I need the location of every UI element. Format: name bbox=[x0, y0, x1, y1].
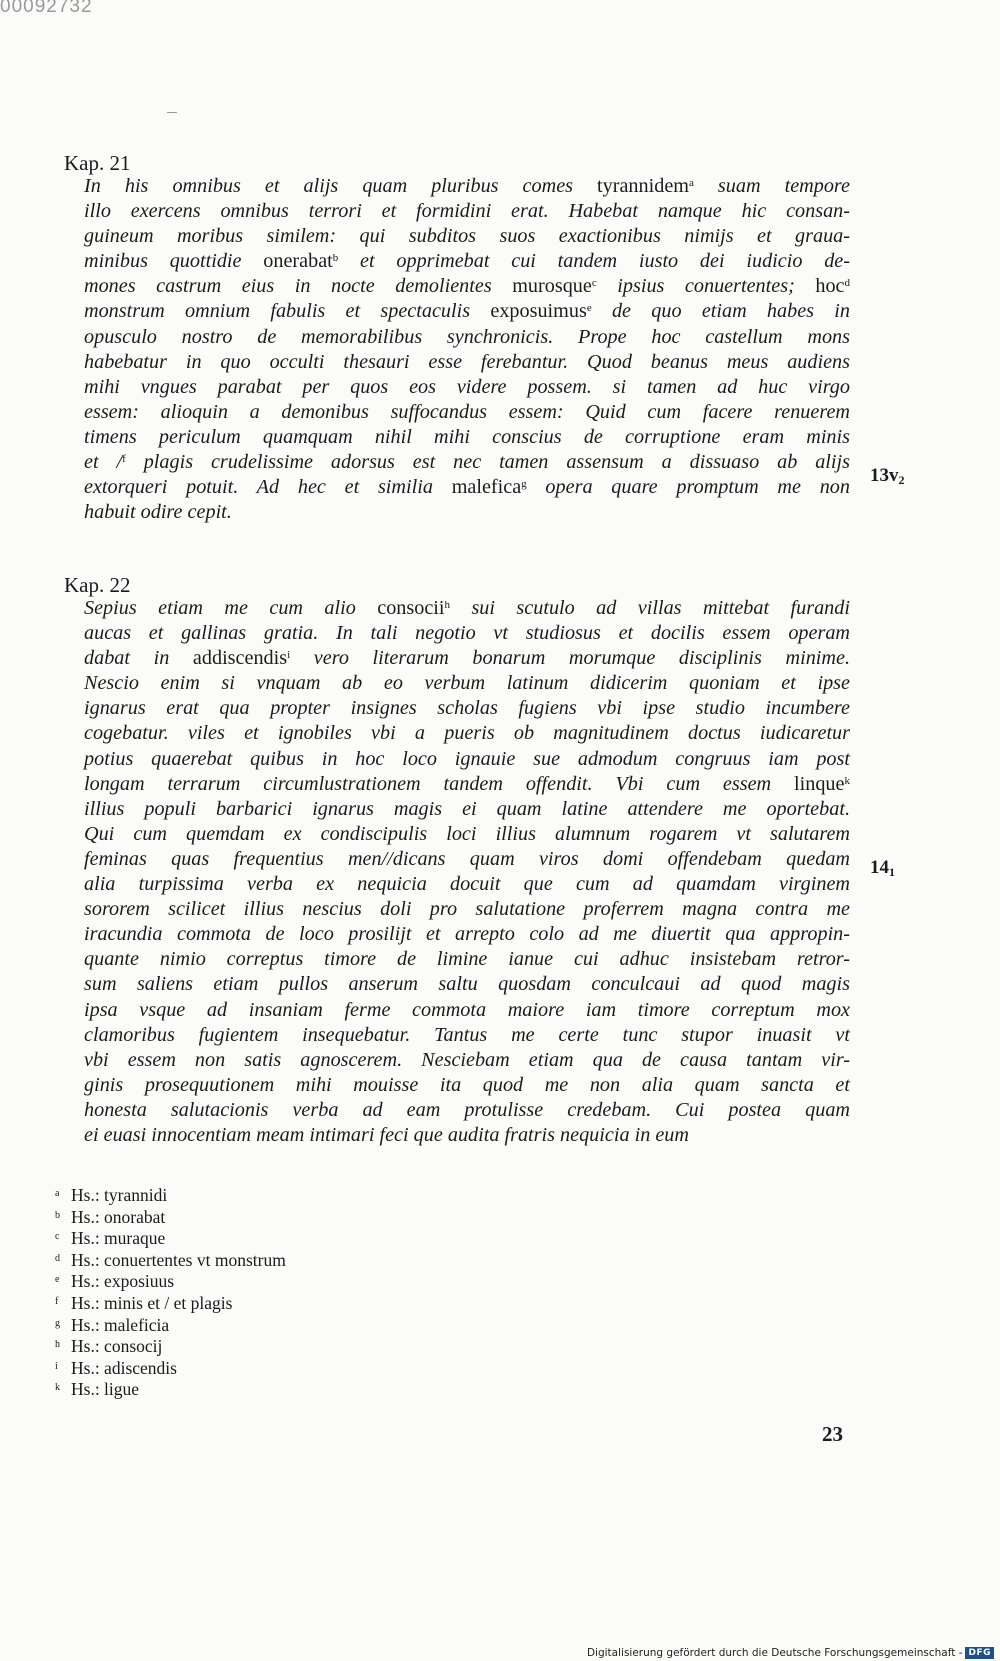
footnote-text: Hs.: minis et / et plagis bbox=[71, 1292, 233, 1313]
text-line bbox=[84, 199, 850, 224]
italic-text: mihi vngues parabat per quos eos videre possem. si tamen ad huc virgo bbox=[84, 375, 850, 398]
footnote-marker: g bbox=[521, 478, 527, 491]
footnote-item bbox=[55, 1335, 286, 1357]
footnote-mark: f bbox=[55, 1295, 59, 1307]
italic-text: sororem scilicet illius nescius doli pro salutatione proferrem magna contra me bbox=[84, 898, 850, 921]
italic-text: alia turpissima verba ex nequicia docuit que cum ad quamdam virginem bbox=[84, 873, 850, 896]
italic-text: essem: alioquin a demonibus suffocandus essem: Quid cum facere renuerem bbox=[84, 400, 850, 423]
text-line bbox=[84, 998, 850, 1023]
text-line bbox=[84, 299, 850, 324]
italic-text: cogebatur. viles et ignobiles vbi a pueris ob magnitudinem doctus iudicaretur bbox=[84, 722, 850, 745]
text-line bbox=[84, 450, 850, 475]
italic-text: iracundia commota de loco prosilijt et arrepto colo ad me diuertit qua appropin- bbox=[84, 923, 850, 946]
italic-text: vbi essem non satis agnoscerem. Nesciebam etiam qua de causa tantam vir- bbox=[84, 1048, 850, 1071]
footnote-item bbox=[55, 1270, 286, 1292]
footnote-text: Hs.: maleficia bbox=[71, 1314, 170, 1335]
text-line bbox=[84, 721, 850, 746]
footnote-text: Hs.: muraque bbox=[71, 1228, 166, 1249]
footnote-text: Hs.: tyrannidi bbox=[71, 1185, 168, 1205]
footnote-mark: g bbox=[55, 1317, 60, 1329]
footnote-text: Hs.: onorabat bbox=[71, 1206, 166, 1227]
footnote-marker: b bbox=[332, 252, 339, 265]
footnote-marker: a bbox=[689, 177, 694, 189]
italic-text: ginis prosequutionem mihi mouisse ita quod me non alia quam sancta et bbox=[84, 1073, 850, 1096]
italic-text: monstrum omnium fabulis et spectaculis bbox=[84, 300, 491, 323]
text-line bbox=[84, 747, 850, 772]
text-line bbox=[84, 596, 850, 621]
italic-text: extorqueri potuit. Ad hec et similia bbox=[84, 476, 452, 499]
italic-text: sum saliens etiam pullos anserum saltu quosdam conculcaui ad quod magis bbox=[84, 973, 850, 996]
footnote-marker: e bbox=[586, 302, 592, 315]
footnote-marker: k bbox=[844, 774, 850, 787]
italic-text: ipsius conuertentes; bbox=[596, 275, 816, 298]
text-line bbox=[84, 325, 850, 350]
text-line bbox=[84, 822, 850, 847]
text-line bbox=[84, 972, 850, 997]
footnote-mark: k bbox=[55, 1382, 60, 1394]
text-line bbox=[84, 947, 850, 972]
italic-text: ei euasi innocentiam meam intimari feci que audita fratris nequicia in eum bbox=[84, 1123, 689, 1146]
text-line bbox=[84, 174, 850, 199]
italic-text: illo exercens omnibus terrori et formidini erat. Habebat namque hic consan- bbox=[84, 200, 850, 223]
roman-text: malefica bbox=[451, 476, 522, 499]
page-id-stamp: 00092732 bbox=[0, 0, 93, 17]
page-number: 23 bbox=[822, 1422, 843, 1446]
text-line bbox=[84, 646, 850, 671]
italic-text: habuit odire cepit. bbox=[84, 501, 232, 524]
footnote-marker: i bbox=[287, 649, 291, 662]
text-line bbox=[84, 847, 850, 872]
text-line bbox=[84, 897, 850, 922]
chapter-21-heading: Kap. 21 bbox=[64, 151, 131, 176]
footnote-text: Hs.: conuertentes vt monstrum bbox=[71, 1249, 286, 1270]
italic-text: aucas et gallinas gratia. In tali negotio vt studiosus et docilis essem operam bbox=[84, 622, 850, 645]
italic-text: sui scutulo ad villas mittebat furandi bbox=[450, 597, 850, 619]
footnote-marker: h bbox=[444, 599, 451, 611]
italic-text: Sepius etiam me cum alio bbox=[84, 597, 378, 619]
roman-text: addiscendis bbox=[192, 647, 288, 670]
italic-text: dabat in bbox=[84, 647, 193, 670]
roman-text: onerabat bbox=[263, 250, 333, 273]
roman-text: tyrannidem bbox=[597, 175, 689, 197]
italic-text: Nescio enim si vnquam ab eo verbum latinum didicerim quoniam et ipse bbox=[84, 672, 850, 695]
footnote-item bbox=[55, 1184, 286, 1206]
text-line bbox=[84, 425, 850, 450]
italic-text: habebatur in quo occulti thesauri esse ferebantur. Quod beanus meus audiens bbox=[84, 350, 850, 373]
italic-text: plagis crudelissime adorsus est nec tamen assensum a dissuaso ab alijs bbox=[125, 451, 850, 474]
text-line bbox=[84, 375, 850, 400]
text-line bbox=[84, 1123, 850, 1148]
italic-text: Qui cum quemdam ex condiscipulis loci illius alumnum rogarem vt salutarem bbox=[84, 822, 850, 845]
text-line bbox=[84, 400, 850, 425]
italic-text: illius populi barbarici ignarus magis ei quam latine attendere me oportebat. bbox=[84, 797, 850, 820]
italic-text: feminas quas frequentius men//dicans quam viros domi offendebam quedam bbox=[84, 847, 850, 870]
text-line bbox=[84, 797, 850, 822]
italic-text: opera quare promptum me non bbox=[526, 476, 850, 499]
italic-text: ipsa vsque ad insaniam ferme commota maiore iam timore correptum mox bbox=[84, 998, 850, 1021]
text-line bbox=[84, 872, 850, 897]
text-line bbox=[84, 224, 850, 249]
chapter-22-text bbox=[84, 596, 850, 1148]
footnote-mark: i bbox=[55, 1360, 58, 1372]
italic-text: potius quaerebat quibus in hoc loco ignauie sue admodum congruus iam post bbox=[84, 747, 850, 770]
footnote-item bbox=[55, 1249, 286, 1271]
italic-text: clamoribus fugientem insequebatur. Tantus me certe tunc stupor inuasit vt bbox=[84, 1023, 850, 1046]
dfg-logo[interactable]: DFG bbox=[965, 1647, 994, 1659]
roman-text: consocii bbox=[377, 597, 445, 619]
italic-text: quante nimio correptus timore de limine ianue cui adhuc insistebam retror- bbox=[84, 948, 850, 971]
italic-text: In his omnibus et alijs quam pluribus comes bbox=[84, 175, 598, 197]
text-line bbox=[84, 1098, 850, 1123]
footnotes-list bbox=[55, 1184, 286, 1400]
footnote-item bbox=[55, 1378, 286, 1400]
text-line bbox=[84, 772, 850, 797]
footnote-text: Hs.: adiscendis bbox=[71, 1357, 177, 1378]
folio-reference-14-1: $14_1$ bbox=[870, 857, 895, 879]
footnote-marker: f bbox=[122, 453, 126, 466]
chapter-21-text bbox=[84, 174, 850, 525]
text-line bbox=[84, 671, 850, 696]
italic-text: timens periculum quamquam nihil mihi conscius de corruptione eram minis bbox=[84, 425, 850, 448]
text-line bbox=[84, 1073, 850, 1098]
footnote-item bbox=[55, 1227, 286, 1249]
footnote-mark: b bbox=[55, 1209, 60, 1221]
text-line bbox=[84, 500, 850, 525]
pencil-mark bbox=[167, 112, 177, 113]
footnote-mark: e bbox=[55, 1274, 60, 1286]
roman-text: hoc bbox=[815, 275, 845, 298]
italic-text: et opprimebat cui tandem iusto dei iudicio de- bbox=[338, 250, 850, 273]
footnote-marker: c bbox=[591, 277, 597, 290]
italic-text: de quo etiam habes in bbox=[591, 300, 850, 323]
chapter-22-heading: Kap. 22 bbox=[64, 573, 131, 598]
footnote-mark: a bbox=[55, 1188, 60, 1199]
italic-text: suam tempore bbox=[693, 175, 850, 197]
footnote-item bbox=[55, 1314, 286, 1336]
footnote-item bbox=[55, 1292, 286, 1314]
credit-text: Digitalisierung gefördert durch die Deutsche Forschungsgemeinschaft - bbox=[586, 1647, 963, 1659]
footnote-text: Hs.: exposiuus bbox=[71, 1271, 175, 1292]
roman-text: linque bbox=[794, 772, 845, 795]
italic-text: guineum moribus similem: qui subditos suos exactionibus nimijs et graua- bbox=[84, 225, 850, 248]
text-line bbox=[84, 922, 850, 947]
text-line bbox=[84, 1023, 850, 1048]
footnote-mark: d bbox=[55, 1252, 60, 1264]
digitization-credit bbox=[587, 1647, 994, 1659]
text-line bbox=[84, 249, 850, 274]
italic-text: ignarus erat qua propter insignes scholas fugiens vbi ipse studio incumbere bbox=[84, 697, 850, 720]
footnote-text: Hs.: ligue bbox=[71, 1379, 140, 1400]
text-line bbox=[84, 621, 850, 646]
footnote-item bbox=[55, 1206, 286, 1228]
italic-text: minibus quottidie bbox=[84, 250, 264, 273]
roman-text: murosque bbox=[512, 275, 592, 298]
italic-text: longam terrarum circumlustrationem tandem offendit. Vbi cum essem bbox=[84, 772, 795, 795]
text-line bbox=[84, 274, 850, 299]
folio-reference-13v2: $13v_2$ bbox=[870, 465, 905, 487]
italic-text: et / bbox=[84, 451, 123, 474]
footnote-item bbox=[55, 1357, 286, 1379]
footnote-marker: d bbox=[844, 277, 850, 290]
text-line bbox=[84, 1048, 850, 1073]
italic-text: opusculo nostro de memorabilibus synchronicis. Prope hoc castellum mons bbox=[84, 325, 850, 348]
footnote-text: Hs.: consocij bbox=[71, 1336, 163, 1357]
footnote-mark: c bbox=[55, 1231, 60, 1243]
roman-text: exposuimus bbox=[490, 300, 587, 323]
italic-text: honesta salutacionis verba ad eam protulisse credebam. Cui postea quam bbox=[84, 1098, 850, 1121]
italic-text: mones castrum eius in nocte demolientes bbox=[84, 275, 513, 298]
text-line bbox=[84, 696, 850, 721]
footnote-mark: h bbox=[55, 1339, 60, 1351]
text-line bbox=[84, 350, 850, 375]
text-line bbox=[84, 475, 850, 500]
italic-text: vero literarum bonarum morumque disciplinis minime. bbox=[290, 647, 850, 670]
